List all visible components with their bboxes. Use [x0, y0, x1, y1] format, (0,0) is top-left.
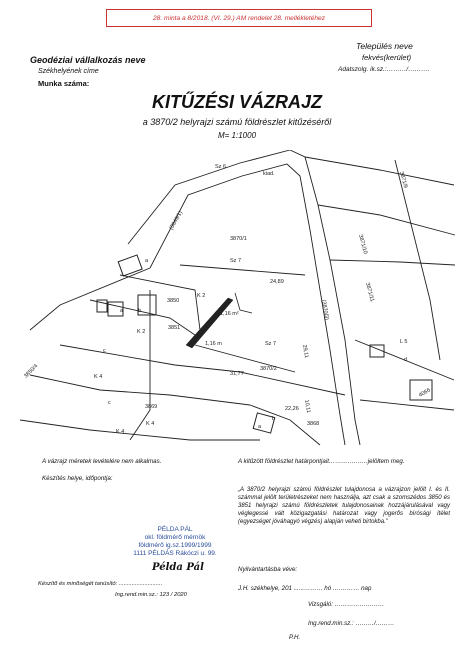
seal-placeholder: P.H. — [289, 634, 301, 641]
parcel-boundary-south — [20, 420, 260, 440]
checker: Vizsgáló: …………………… — [308, 601, 385, 608]
map-label-sz7-b: Sz 7 — [265, 341, 277, 347]
map-label-meas-2: 31,77 — [230, 371, 244, 377]
map-label-k4-c: K 4 — [116, 429, 125, 435]
map-label-sz7-a: Sz 7 — [230, 258, 242, 264]
map-label-3869: 3869 — [145, 404, 158, 410]
certifier-label: Készítő és minőségét tanúsító: ........................... — [38, 581, 163, 587]
map-label-l5: L 5 — [400, 339, 408, 345]
map-label-d: d — [404, 357, 408, 363]
map-label-a1: a — [145, 258, 149, 264]
parcel-boundary-north — [305, 157, 454, 185]
right-reg-number: Ing.rend.min.sz.: ………/……… — [308, 620, 395, 627]
map-label-a3: a — [258, 424, 262, 430]
company-name: Geodéziai vállalkozás neve — [30, 55, 146, 65]
left-reg-number: Ing.rend.min.sz.: 123 / 2020 — [115, 592, 187, 598]
datasource-number: Adatszolg. ik.sz.:………/………. — [338, 66, 430, 73]
map-label-3851: 3851 — [168, 325, 181, 331]
map-label-kiad: kiad. — [263, 171, 275, 177]
map-label-sz6: Sz 6 — [215, 164, 227, 170]
professional-stamp — [120, 526, 230, 558]
map-label-meas-5: 29,11 — [301, 344, 310, 359]
map-label-3850-4: 3850/4 — [23, 363, 40, 380]
scale-note: A vázrajz méretek levételére nem alkalmas. — [42, 458, 162, 465]
map-label-c2: c — [108, 400, 111, 406]
map-label-a2: a — [120, 308, 124, 314]
map-label-meas-4: 10,11 — [303, 399, 312, 414]
parcel-boundary-1 — [180, 265, 305, 275]
map-label-3870-2: 3870/2 — [260, 366, 277, 372]
parcel-boundary-4066 — [360, 400, 454, 410]
company-address: Székhelyének címe — [38, 68, 99, 75]
scale: M= 1:1000 — [217, 131, 257, 140]
map-label-3870-1: 3870/1 — [230, 236, 247, 242]
map-label-3849-1: (3849/1) — [168, 210, 184, 231]
map-label-3850: 3850 — [167, 298, 180, 304]
stamp-title: okl. földmérő mérnök — [144, 534, 206, 541]
road-edge-1 — [128, 150, 360, 445]
jh-date: J.H. székhelye, 201 ......……… hó .………… nap — [238, 585, 372, 592]
stamp-address: 1111 PÉLDÁS Rákóczi u. 99. — [133, 550, 217, 557]
map-label-3871-9: 3871/9 — [398, 170, 409, 189]
map-label-k4-b: K 4 — [146, 421, 155, 427]
parcel-boundary-3869 — [30, 375, 250, 405]
map-label-b1: b — [138, 308, 142, 314]
work-number: Munka száma: — [38, 79, 90, 88]
parcel-boundary-3850 — [120, 275, 200, 330]
stamp-name: PÉLDA PÁL — [157, 526, 193, 533]
site-sketch-map — [0, 150, 474, 450]
registration-label: Nyilvántartásba véve: — [238, 566, 298, 573]
page-title: KITŰZÉSI VÁZRAJZ — [151, 92, 322, 112]
parcel-boundary-3871-9 — [395, 160, 440, 360]
map-label-meas-3: 22,26 — [285, 406, 299, 412]
map-label-meas-1: 24,89 — [270, 279, 284, 285]
map-label-k2-a: K 2 — [197, 293, 206, 299]
map-label-k4-a: K 4 — [94, 374, 103, 380]
parcel-boundary-3871-10 — [318, 205, 455, 235]
stamp-license: földmérő ig.sz.1999/1999 — [138, 542, 212, 549]
page-subtitle: a 3870/2 helyrajzi számú földrészlet kitűzéséről — [142, 117, 332, 127]
map-label-b2: b — [272, 416, 276, 422]
signature: Példa Pál — [152, 562, 204, 573]
marked-points-text: A kitűzött földrészlet határpontjait……………….jelöltem meg. — [238, 458, 405, 465]
map-label-3871-11: 3871/11 — [364, 281, 375, 303]
map-label-3868: 3868 — [307, 421, 320, 427]
map-label-dist-1: 1,16 m — [205, 341, 222, 347]
map-label-3871-10: 3871/10 — [357, 233, 369, 255]
parcel-boundary-3871-11 — [330, 260, 455, 265]
place-date-label: Készítés helye, időpontja: — [42, 475, 113, 482]
map-label-k2-b: K 2 — [137, 329, 146, 335]
map-label-3870-3: (3870/3) — [320, 299, 330, 321]
settlement-name: Település neve — [356, 41, 413, 51]
ownership-statement: „A 3870/2 helyrajzi számú földrészlet tulajdonosa a vázrajzon jelölt I. és II. számmal jelölt területrészeket nem használja, azt csak a szomszédos 3850 és 3851 helyrajzi számú földrészletek tulajdonosainak hozzájárulásával vagy véglegessé vált közigazgatási határozat vagy jogerős bírósági ítélet (egyezséget jóváhagyó végzés) alapján veheti birtokba." — [238, 487, 450, 525]
district-name: fekvés(kerület) — [362, 53, 412, 62]
map-label-4066: 4066 — [418, 387, 432, 399]
map-label-c1: c — [103, 348, 106, 354]
road-edge-2 — [150, 164, 345, 445]
regulation-header: 28. minta a 8/2018. (VI. 29.) AM rendelet 28. mellékletéhez — [106, 9, 372, 27]
map-label-area: 1,16 m² — [220, 311, 239, 317]
